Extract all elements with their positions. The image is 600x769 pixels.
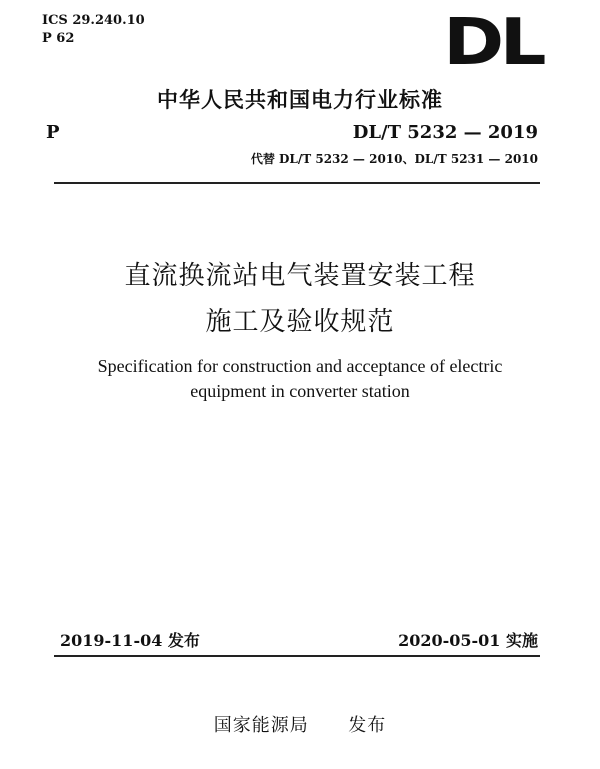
replaces-note: 代替 DL/T 5232 — 2010、DL/T 5231 — 2010 <box>250 152 538 166</box>
title-en-line1: Specification for construction and acceptance of electric <box>97 356 503 376</box>
publisher-action: 发布 <box>348 715 387 736</box>
bottom-divider <box>54 655 540 657</box>
standard-class-letter: P <box>46 122 60 143</box>
classification-codes <box>42 12 145 48</box>
publisher-line <box>0 711 600 737</box>
title-en-line2: equipment in converter station <box>190 381 410 401</box>
title-cn-line2: 施工及验收规范 <box>205 307 395 337</box>
standard-number: DL/T 5232 — 2019 <box>352 122 538 143</box>
publisher-name: 国家能源局 <box>213 715 309 736</box>
top-divider <box>54 182 540 184</box>
issue-date: 2019-11-04 发布 <box>60 631 200 650</box>
title-cn-line1: 直流换流站电气装置安装工程 <box>124 261 476 291</box>
dl-logo: DL <box>443 6 542 80</box>
effective-date: 2020-05-01 实施 <box>398 631 538 650</box>
ics-code: ICS 29.240.10 <box>42 13 145 28</box>
ccs-code: P 62 <box>42 31 75 46</box>
organization-heading: 中华人民共和国电力行业标准 <box>157 88 443 112</box>
